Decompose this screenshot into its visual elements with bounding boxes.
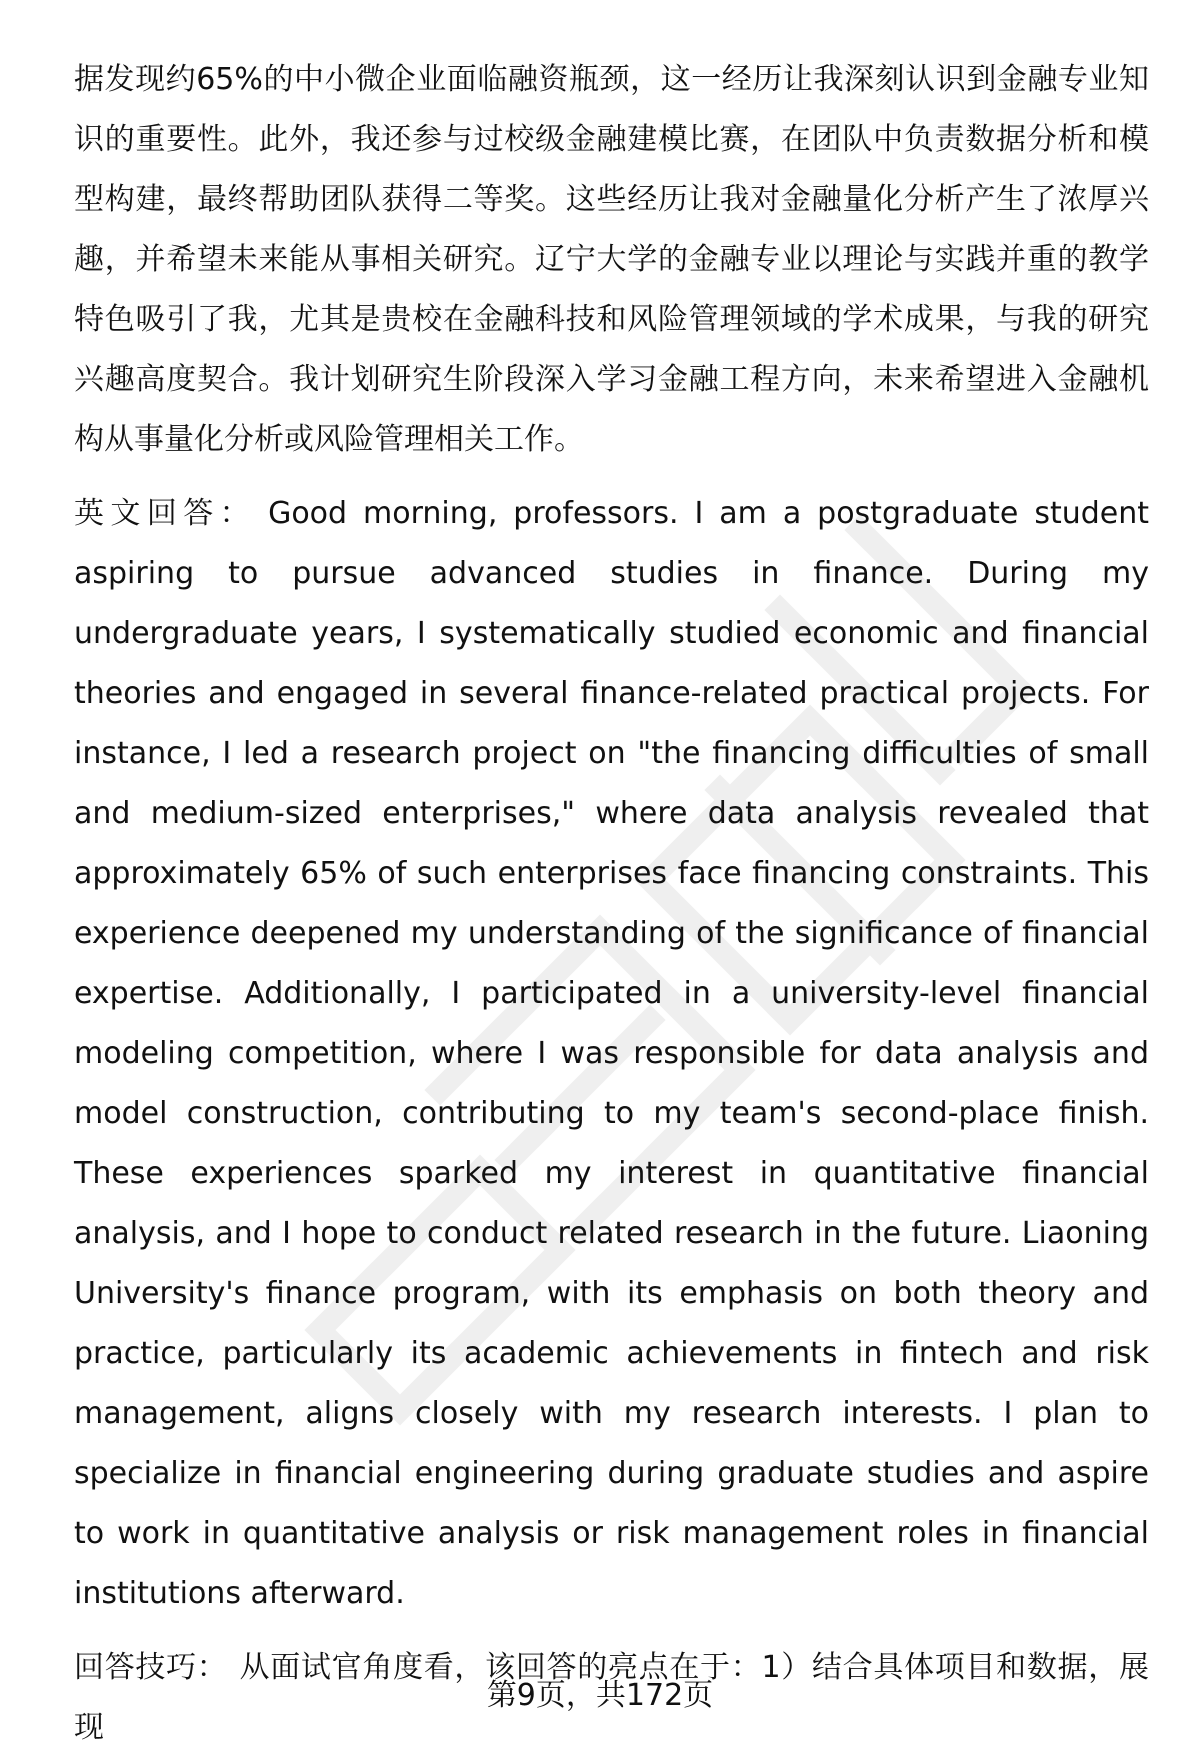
paragraph-1-text: 据发现约65%的中小微企业面临融资瓶颈，这一经历让我深刻认识到金融专业知识的重要性。此外，我还参与过校级金融建模比赛，在团队中负责数据分析和模型构建，最终帮助团队获得二等奖。这些经历让我对金融量化分析产生了浓厚兴趣，并希望未来能从事相关研究。辽宁大学的金融专业以理论与实践并重的教学特色吸引了我，尤其是贵校在金融科技和风险管理领域的学术成果，与我的研究兴趣高度契合。我计划研究生阶段深入学习金融工程方向，未来希望进入金融机构从事量化分析或风险管理相关工作。	[74, 62, 1149, 457]
english-answer-label: 英文回答：	[74, 496, 257, 531]
page-number-footer: 第9页，共172页	[486, 1678, 714, 1713]
tips-label: 回答技巧：	[74, 1650, 228, 1685]
document-body	[74, 50, 1149, 1758]
paragraph-chinese-answer-continued	[74, 50, 1149, 470]
english-answer-text: Good morning, professors. I am a postgraduate student aspiring to pursue advanced studies in finance. During my undergraduate years, I systematically studied economic and financial theories and engaged in several finance-related practical projects. For instance, I led a research project on "the financing difficulties of small and medium-sized enterprises," where data analysis revealed that approximately 65% of such enterprises face financing constraints. This experience deepened my understanding of the significance of financial expertise. Additionally, I participated in a university-level financial modeling competition, where I was responsible for data analysis and model construction, contributing to my team's second-place finish. These experiences sparked my interest in quantitative financial analysis, and I hope to conduct related research in the future. Liaoning University's finance program, with its emphasis on both theory and practice, particularly its academic achievements in fintech and risk management, aligns closely with my research interests. I plan to specialize in financial engineering during graduate studies and aspire to work in quantitative analysis or risk management roles in financial institutions afterward.	[74, 496, 1150, 1611]
paragraph-english-answer	[74, 484, 1149, 1624]
tips-text: 从面试官角度看，该回答的亮点在于：1）结合具体项目和数据，展现	[74, 1650, 1149, 1745]
